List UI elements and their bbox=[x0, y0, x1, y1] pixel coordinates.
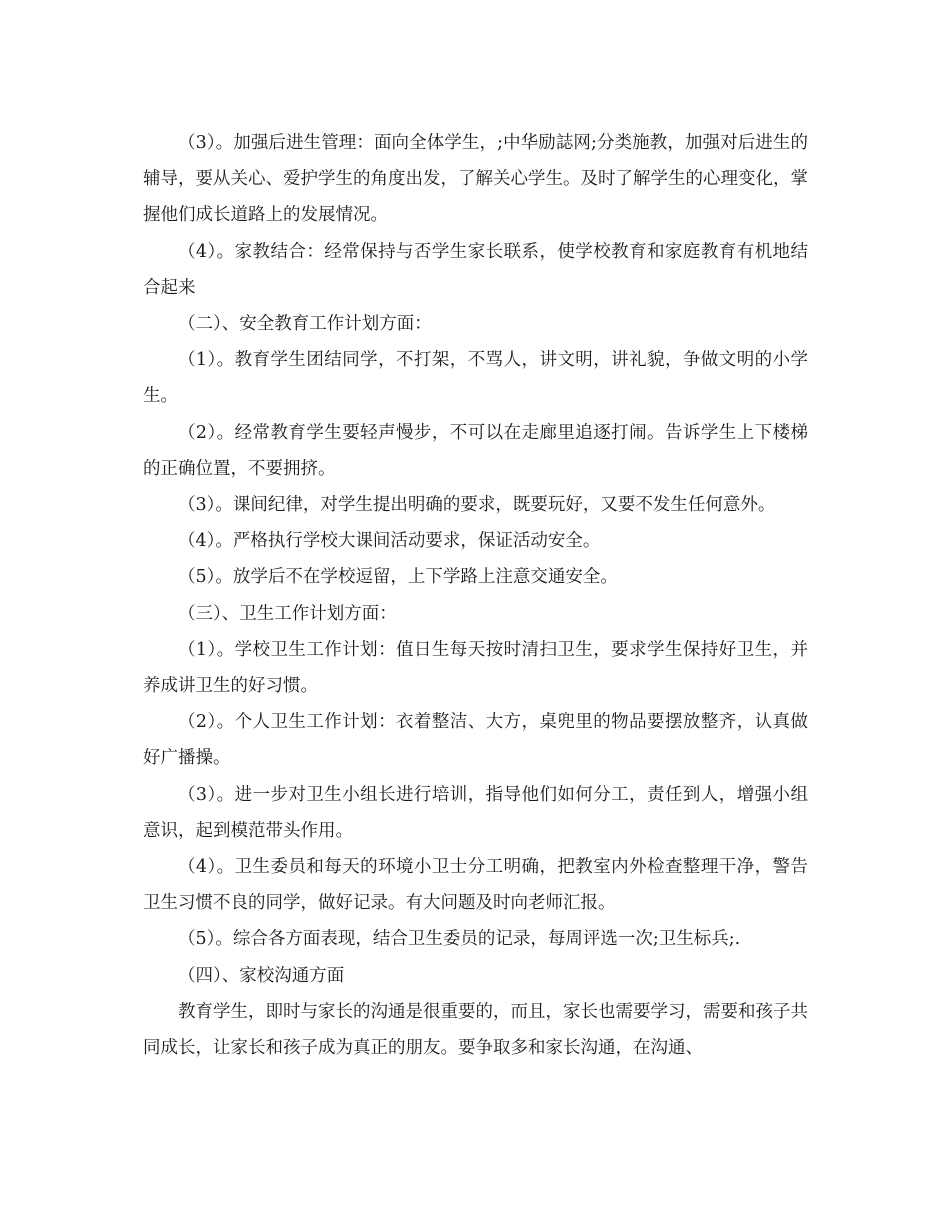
paragraph: 教育学生，即时与家长的沟通是很重要的，而且，家长也需要学习，需要和孩子共同成长，让家长和孩子成为真正的朋友。要争取多和家长沟通，在沟通、 bbox=[143, 1001, 808, 1059]
paragraph: （5）。放学后不在学校逗留，上下学路上注意交通安全。 bbox=[178, 567, 618, 588]
paragraph: （4）。严格执行学校大课间活动要求，保证活动安全。 bbox=[178, 531, 601, 552]
section-heading: （二）、安全教育工作计划方面： bbox=[178, 314, 432, 335]
paragraph: （3）。加强后进生管理：面向全体学生，;中华励誌网;分类施教，加强对后进生的辅导，要从关心、爱护学生的角度出发，了解关心学生。及时了解学生的心理变化，掌握他们成长道路上的发展情况。 bbox=[143, 133, 808, 226]
paragraph: （1）。教育学生团结同学，不打架，不骂人，讲文明，讲礼貌，争做文明的小学生。 bbox=[143, 350, 808, 407]
paragraph: （5）。综合各方面表现，结合卫生委员的记录，每周评选一次;卫生标兵;. bbox=[178, 929, 741, 950]
section-heading: （四）、家校沟通方面 bbox=[178, 965, 345, 986]
paragraph: （2）。个人卫生工作计划：衣着整洁、大方，桌兜里的物品要摆放整齐，认真做好广播操。 bbox=[143, 712, 808, 769]
document-body bbox=[143, 125, 808, 1066]
paragraph: （3）。进一步对卫生小组长进行培训，指导他们如何分工，责任到人，增强小组意识，起到模范带头作用。 bbox=[143, 784, 808, 841]
paragraph: （2）。经常教育学生要轻声慢步，不可以在走廊里追逐打闹。告诉学生上下楼梯的正确位置，不要拥挤。 bbox=[143, 422, 808, 479]
paragraph: （4）。家教结合：经常保持与否学生家长联系，使学校教育和家庭教育有机地结合起来 bbox=[143, 241, 808, 298]
paragraph: （4）。卫生委员和每天的环境小卫士分工明确，把教室内外检查整理干净，警告卫生习惯不良的同学，做好记录。有大问题及时向老师汇报。 bbox=[143, 857, 808, 914]
section-heading: （三）、卫生工作计划方面： bbox=[178, 603, 397, 624]
paragraph: （1）。学校卫生工作计划：值日生每天按时清扫卫生，要求学生保持好卫生，并养成讲卫生的好习惯。 bbox=[143, 639, 808, 697]
paragraph: （3）。课间纪律，对学生提出明确的要求，既要玩好，又要不发生任何意外。 bbox=[178, 495, 776, 516]
